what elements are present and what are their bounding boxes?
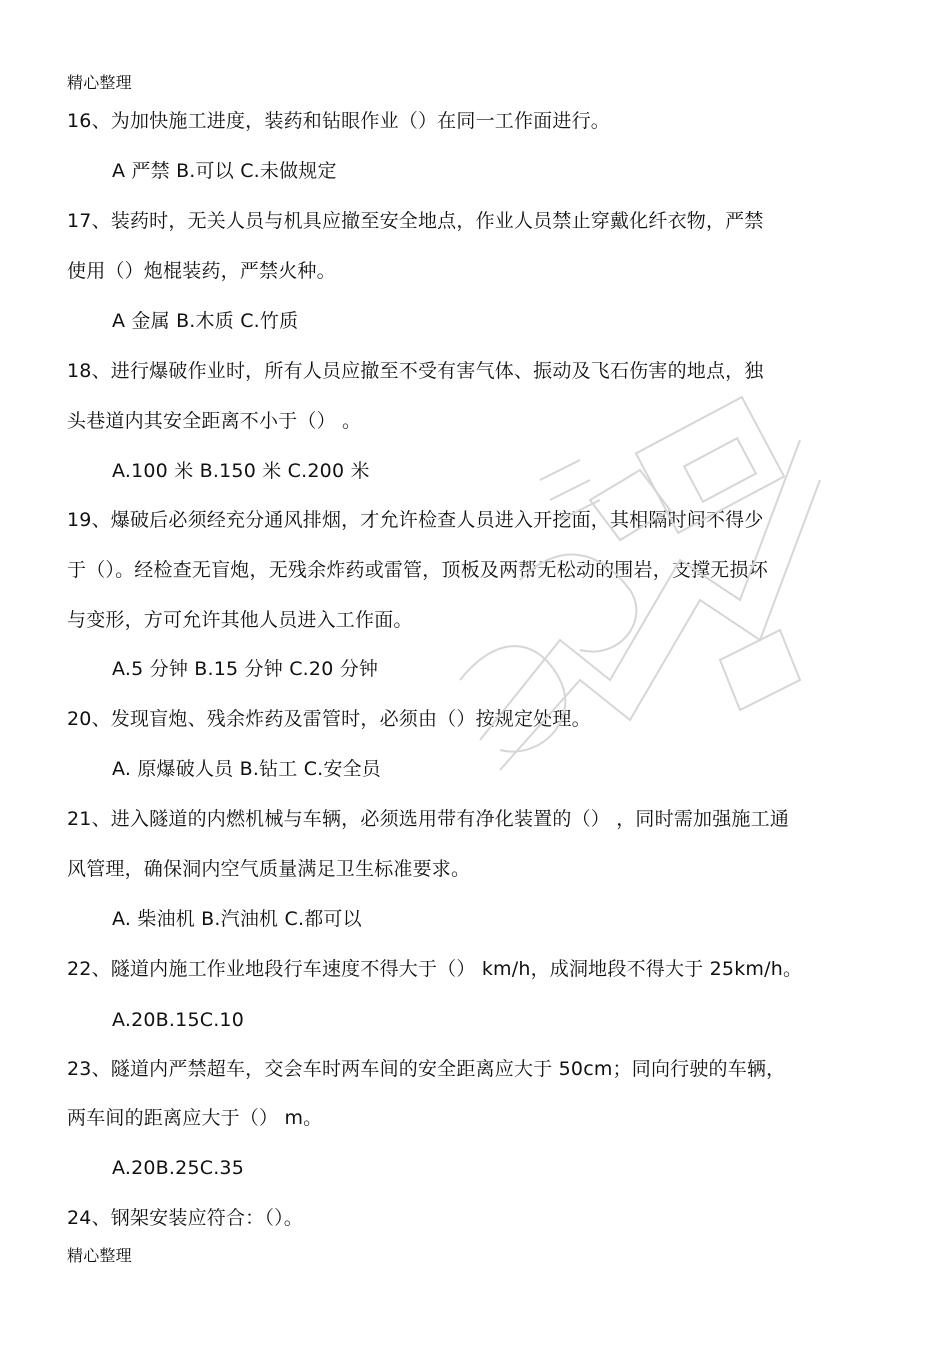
footer-text: 精心整理 bbox=[67, 1246, 132, 1265]
question-23-line-1: 23、隧道内严禁超车，交会车时两车间的安全距离应大于 50cm；同向行驶的车辆， bbox=[67, 1058, 786, 1080]
options-23: A.20B.25C.35 bbox=[112, 1157, 245, 1179]
options-21: A. 柴油机 B.汽油机 C.都可以 bbox=[112, 908, 362, 930]
options-20: A. 原爆破人员 B.钻工 C.安全员 bbox=[112, 758, 382, 780]
question-20: 20、发现盲炮、残余炸药及雷管时，必须由（）按规定处理。 bbox=[67, 708, 591, 730]
options-22: A.20B.15C.10 bbox=[112, 1009, 245, 1031]
header-text: 精心整理 bbox=[67, 73, 132, 92]
question-23-line-2: 两车间的距离应大于（） m。 bbox=[67, 1107, 323, 1129]
question-18-line-2: 头巷道内其安全距离不小于（） 。 bbox=[67, 410, 362, 432]
question-22: 22、隧道内施工作业地段行车速度不得大于（） km/h，成洞地段不得大于 25km/h。 bbox=[67, 958, 803, 980]
options-18: A.100 米 B.150 米 C.200 米 bbox=[112, 460, 370, 482]
question-21-line-1: 21、进入隧道的内燃机械与车辆，必须选用带有净化装置的（） ，同时需加强施工通 bbox=[67, 808, 790, 830]
question-16: 16、为加快施工进度，装药和钻眼作业（）在同一工作面进行。 bbox=[67, 110, 610, 132]
question-17-line-1: 17、装药时，无关人员与机具应撤至安全地点，作业人员禁止穿戴化纤衣物，严禁 bbox=[67, 210, 764, 232]
watermark-stamp-icon bbox=[440, 380, 840, 800]
question-19-line-1: 19、爆破后必须经充分通风排烟，才允许检查人员进入开挖面，其相隔时间不得少 bbox=[67, 509, 764, 531]
question-24: 24、钢架安装应符合：（）。 bbox=[67, 1207, 303, 1229]
options-19: A.5 分钟 B.15 分钟 C.20 分钟 bbox=[112, 658, 379, 680]
question-19-line-3: 与变形，方可允许其他人员进入工作面。 bbox=[67, 609, 413, 631]
question-17-line-2: 使用（）炮棍装药，严禁火种。 bbox=[67, 260, 336, 282]
options-17: A 金属 B.木质 C.竹质 bbox=[112, 310, 299, 332]
question-19-line-2: 于（）。经检查无盲炮，无残余炸药或雷管，顶板及两帮无松动的围岩，支撑无损坏 bbox=[67, 559, 768, 581]
options-16: A 严禁 B.可以 C.未做规定 bbox=[112, 160, 337, 182]
question-18-line-1: 18、进行爆破作业时，所有人员应撤至不受有害气体、振动及飞石伤害的地点，独 bbox=[67, 360, 764, 382]
question-21-line-2: 风管理，确保洞内空气质量满足卫生标准要求。 bbox=[67, 858, 471, 880]
